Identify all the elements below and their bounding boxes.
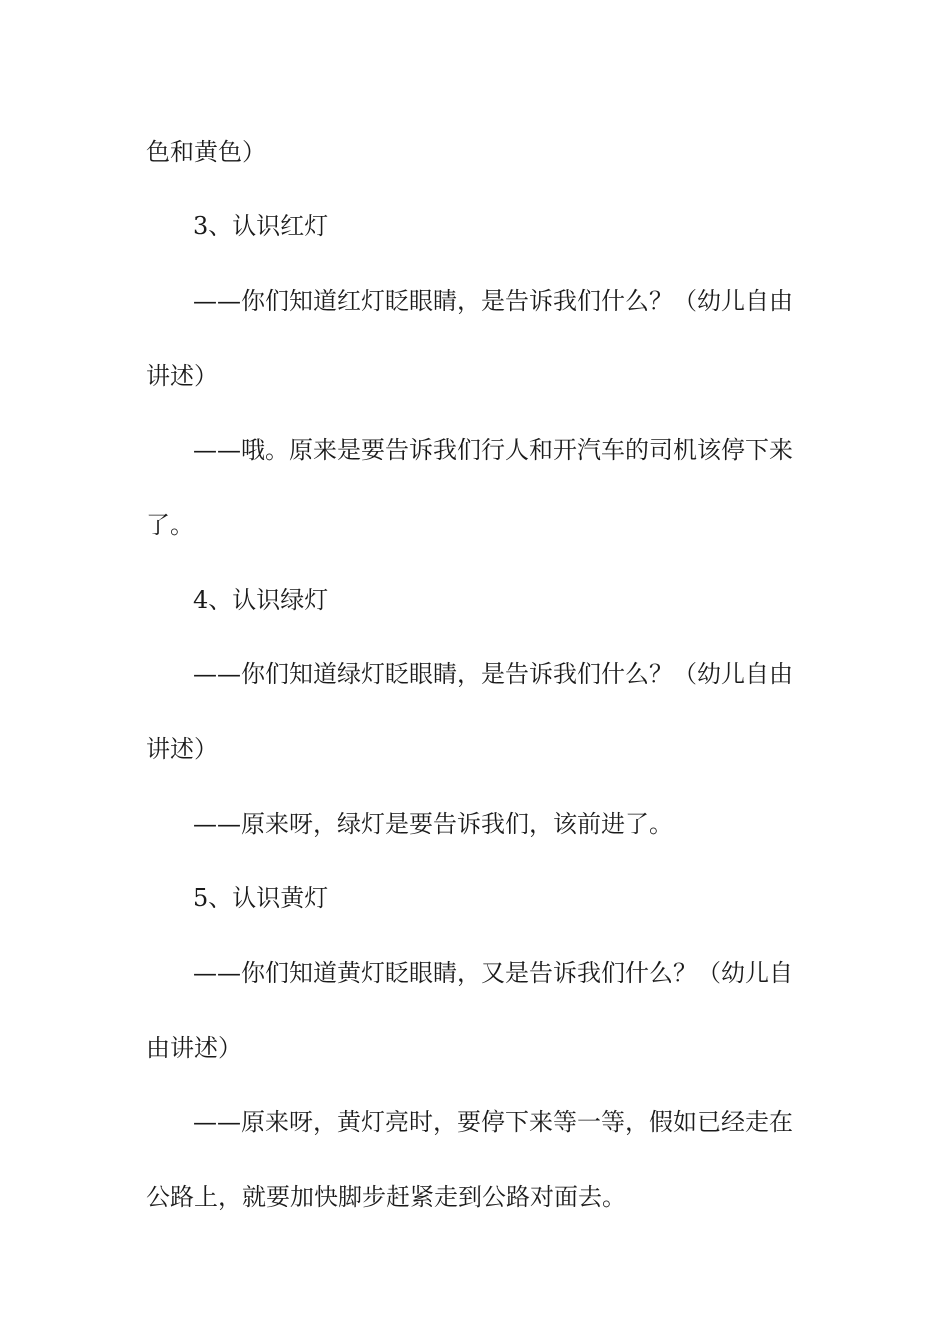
text-line: 色和黄色） [146,138,266,166]
section-heading: 4、认识绿灯 [193,586,329,614]
text-line: 了。 [146,511,194,539]
text-line: 讲述） [146,362,218,390]
text-line: ——原来呀，绿灯是要告诉我们，该前进了。 [193,810,673,838]
section-heading: 3、认识红灯 [193,212,329,240]
text-line: ——你们知道红灯眨眼睛，是告诉我们什么？（幼儿自由 [193,287,793,315]
text-line: 讲述） [146,735,218,763]
section-heading: 5、认识黄灯 [193,884,329,912]
text-line: 由讲述） [146,1034,242,1062]
text-line: ——哦。原来是要告诉我们行人和开汽车的司机该停下来 [193,436,793,464]
text-line: ——你们知道黄灯眨眼睛，又是告诉我们什么？（幼儿自 [193,959,793,987]
text-line: ——原来呀，黄灯亮时，要停下来等一等，假如已经走在 [193,1108,793,1136]
text-line: 公路上，就要加快脚步赶紧走到公路对面去。 [146,1183,626,1211]
text-line: ——你们知道绿灯眨眼睛，是告诉我们什么？（幼儿自由 [193,660,793,688]
